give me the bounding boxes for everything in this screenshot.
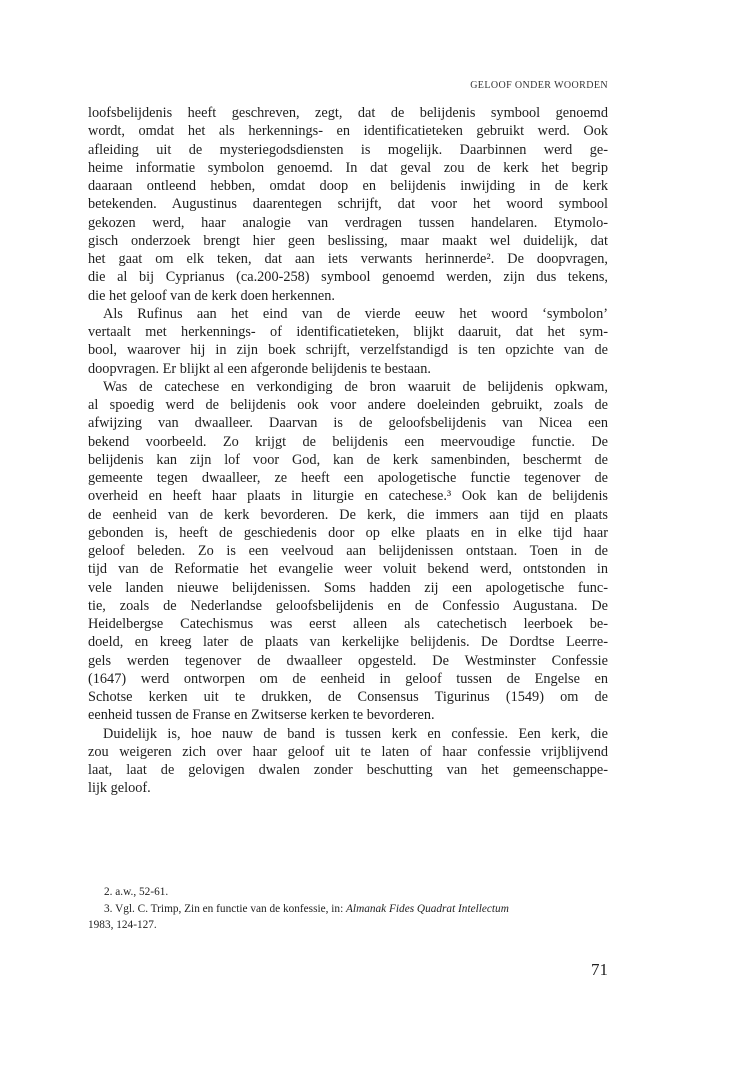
text-line: betekenden. Augustinus daarentegen schrijft, dat voor het woord symbool <box>88 196 608 213</box>
text-line: Was de catechese en verkondiging de bron waaruit de belijdenis opkwam, <box>103 378 608 395</box>
text-line: lijk geloof. <box>88 780 151 797</box>
text-line: Duidelijk is, hoe nauw de band is tussen kerk en confessie. Een kerk, die <box>103 725 608 742</box>
footnote-3-title: Almanak Fides Quadrat Intellectum <box>346 902 509 915</box>
text-line: vele landen nieuwe belijdenissen. Soms hadden zij een apologetische func- <box>88 579 608 596</box>
text-line: het gaat om elk teken, dat aan iets verwants herinnerde². De doopvragen, <box>88 251 608 267</box>
paragraph-2 <box>88 305 608 378</box>
footnote-2: 2. a.w., 52-61. <box>104 886 169 898</box>
paragraph-1 <box>88 104 608 305</box>
text-line: afleiding uit de mysteriegodsdiensten is mogelijk. Daarbinnen werd ge- <box>88 141 608 158</box>
text-line: doopvragen. Er blijkt al een afgeronde belijdenis te bestaan. <box>88 360 431 377</box>
text-line: die al bij Cyprianus (ca.200-258) symbool genoemd werden, zijn dus tekens, <box>88 269 608 286</box>
paragraph-3 <box>88 378 608 725</box>
footnotes <box>88 884 608 934</box>
text-line: overheid en heeft haar plaats in liturgie en catechese.³ Ook kan de belijdenis <box>88 488 608 505</box>
text-line: daaraan ontleend hebben, omdat doop en belijdenis inwijding in de kerk <box>88 178 608 194</box>
text-line: doeld, en kreeg later de plaats van kerkelijke belijdenis. De Dordtse Leerre- <box>88 634 608 651</box>
text-line: de eenheid van de kerk bevorderen. De kerk, die immers aan tijd en plaats <box>88 506 608 523</box>
footnote-3-text: 3. Vgl. C. Trimp, Zin en functie van de konfessie, in: <box>104 902 347 915</box>
text-line: gekozen werd, haar analogie van verdragen tussen handelaren. Etymolo- <box>88 214 608 231</box>
text-line: geloof beleden. Zo is een veelvoud aan belijdenissen ontstaan. Toen in de <box>88 543 608 559</box>
text-line: vertaalt met herkennings- of identificatieteken, blijkt daaruit, dat het sym- <box>88 324 608 340</box>
text-line: heime informatie symbolon genoemd. In dat geval zou de kerk het begrip <box>88 159 608 176</box>
text-line: bool, waarover hij in zijn boek schrijft, verzelfstandigd is ten opzichte van de <box>88 342 608 359</box>
text-line: eenheid tussen de Franse en Zwitserse kerken te bevorderen. <box>88 707 435 724</box>
text-line: zou weigeren zich over haar geloof uit te laten of haar confessie vrijblijvend <box>88 743 608 760</box>
text-line: laat, laat de gelovigen dwalen zonder beschutting van het gemeenschappe- <box>88 762 608 778</box>
footnote-3 <box>88 901 608 918</box>
text-line: (1647) werd ontworpen om de eenheid in geloof tussen de Engelse en <box>88 670 608 687</box>
text-line: tie, zoals de Nederlandse geloofsbelijdenis en de Confessio Augustana. De <box>88 597 608 614</box>
text-line: Als Rufinus aan het eind van de vierde eeuw het woord ‘symbolon’ <box>103 305 608 322</box>
running-header: GELOOF ONDER WOORDEN <box>470 80 608 91</box>
text-line: Heidelbergse Catechismus was eerst alleen als catechetisch leerboek be- <box>88 616 608 632</box>
text-line: al spoedig werd de belijdenis ook voor andere doeleinden gebruikt, zoals de <box>88 397 608 413</box>
paragraph-4 <box>88 725 608 798</box>
text-line: tijd van de Reformatie het evangelie weer voluit bekend werd, ontstonden in <box>88 561 608 578</box>
text-line: gels werden tegenover de dwaalleer opgesteld. De Westminster Confessie <box>88 652 608 669</box>
text-line: gisch onderzoek brengt hier geen beslissing, maar maakt wel duidelijk, dat <box>88 232 608 249</box>
text-line: belijdenis kan zijn lof voor God, kan de kerk samenbinden, beschermt de <box>88 451 608 468</box>
text-line: bekend voorbeeld. Zo krijgt de belijdenis een meervoudige functie. De <box>88 433 608 450</box>
text-line: die het geloof van de kerk doen herkennen. <box>88 287 335 304</box>
footnote-3-continuation: 1983, 124-127. <box>88 919 157 931</box>
text-line: Schotse kerken uit te drukken, de Consensus Tigurinus (1549) om de <box>88 689 608 705</box>
text-line: afwijzing van dwaalleer. Daarvan is de geloofsbelijdenis van Nicea een <box>88 415 608 432</box>
text-line: loofsbelijdenis heeft geschreven, zegt, dat de belijdenis symbool genoemd <box>88 105 608 121</box>
text-line: gebonden is, heeft de geschiedenis door op elke plaats en in elke tijd haar <box>88 524 608 541</box>
text-line: wordt, omdat het als herkennings- en identificatieteken gebruikt werd. Ook <box>88 123 608 140</box>
text-line: gemeente tegen dwaalleer, ze heeft een apologetische functie tegenover de <box>88 470 608 486</box>
body-text <box>88 104 608 798</box>
page-number: 71 <box>591 960 608 979</box>
